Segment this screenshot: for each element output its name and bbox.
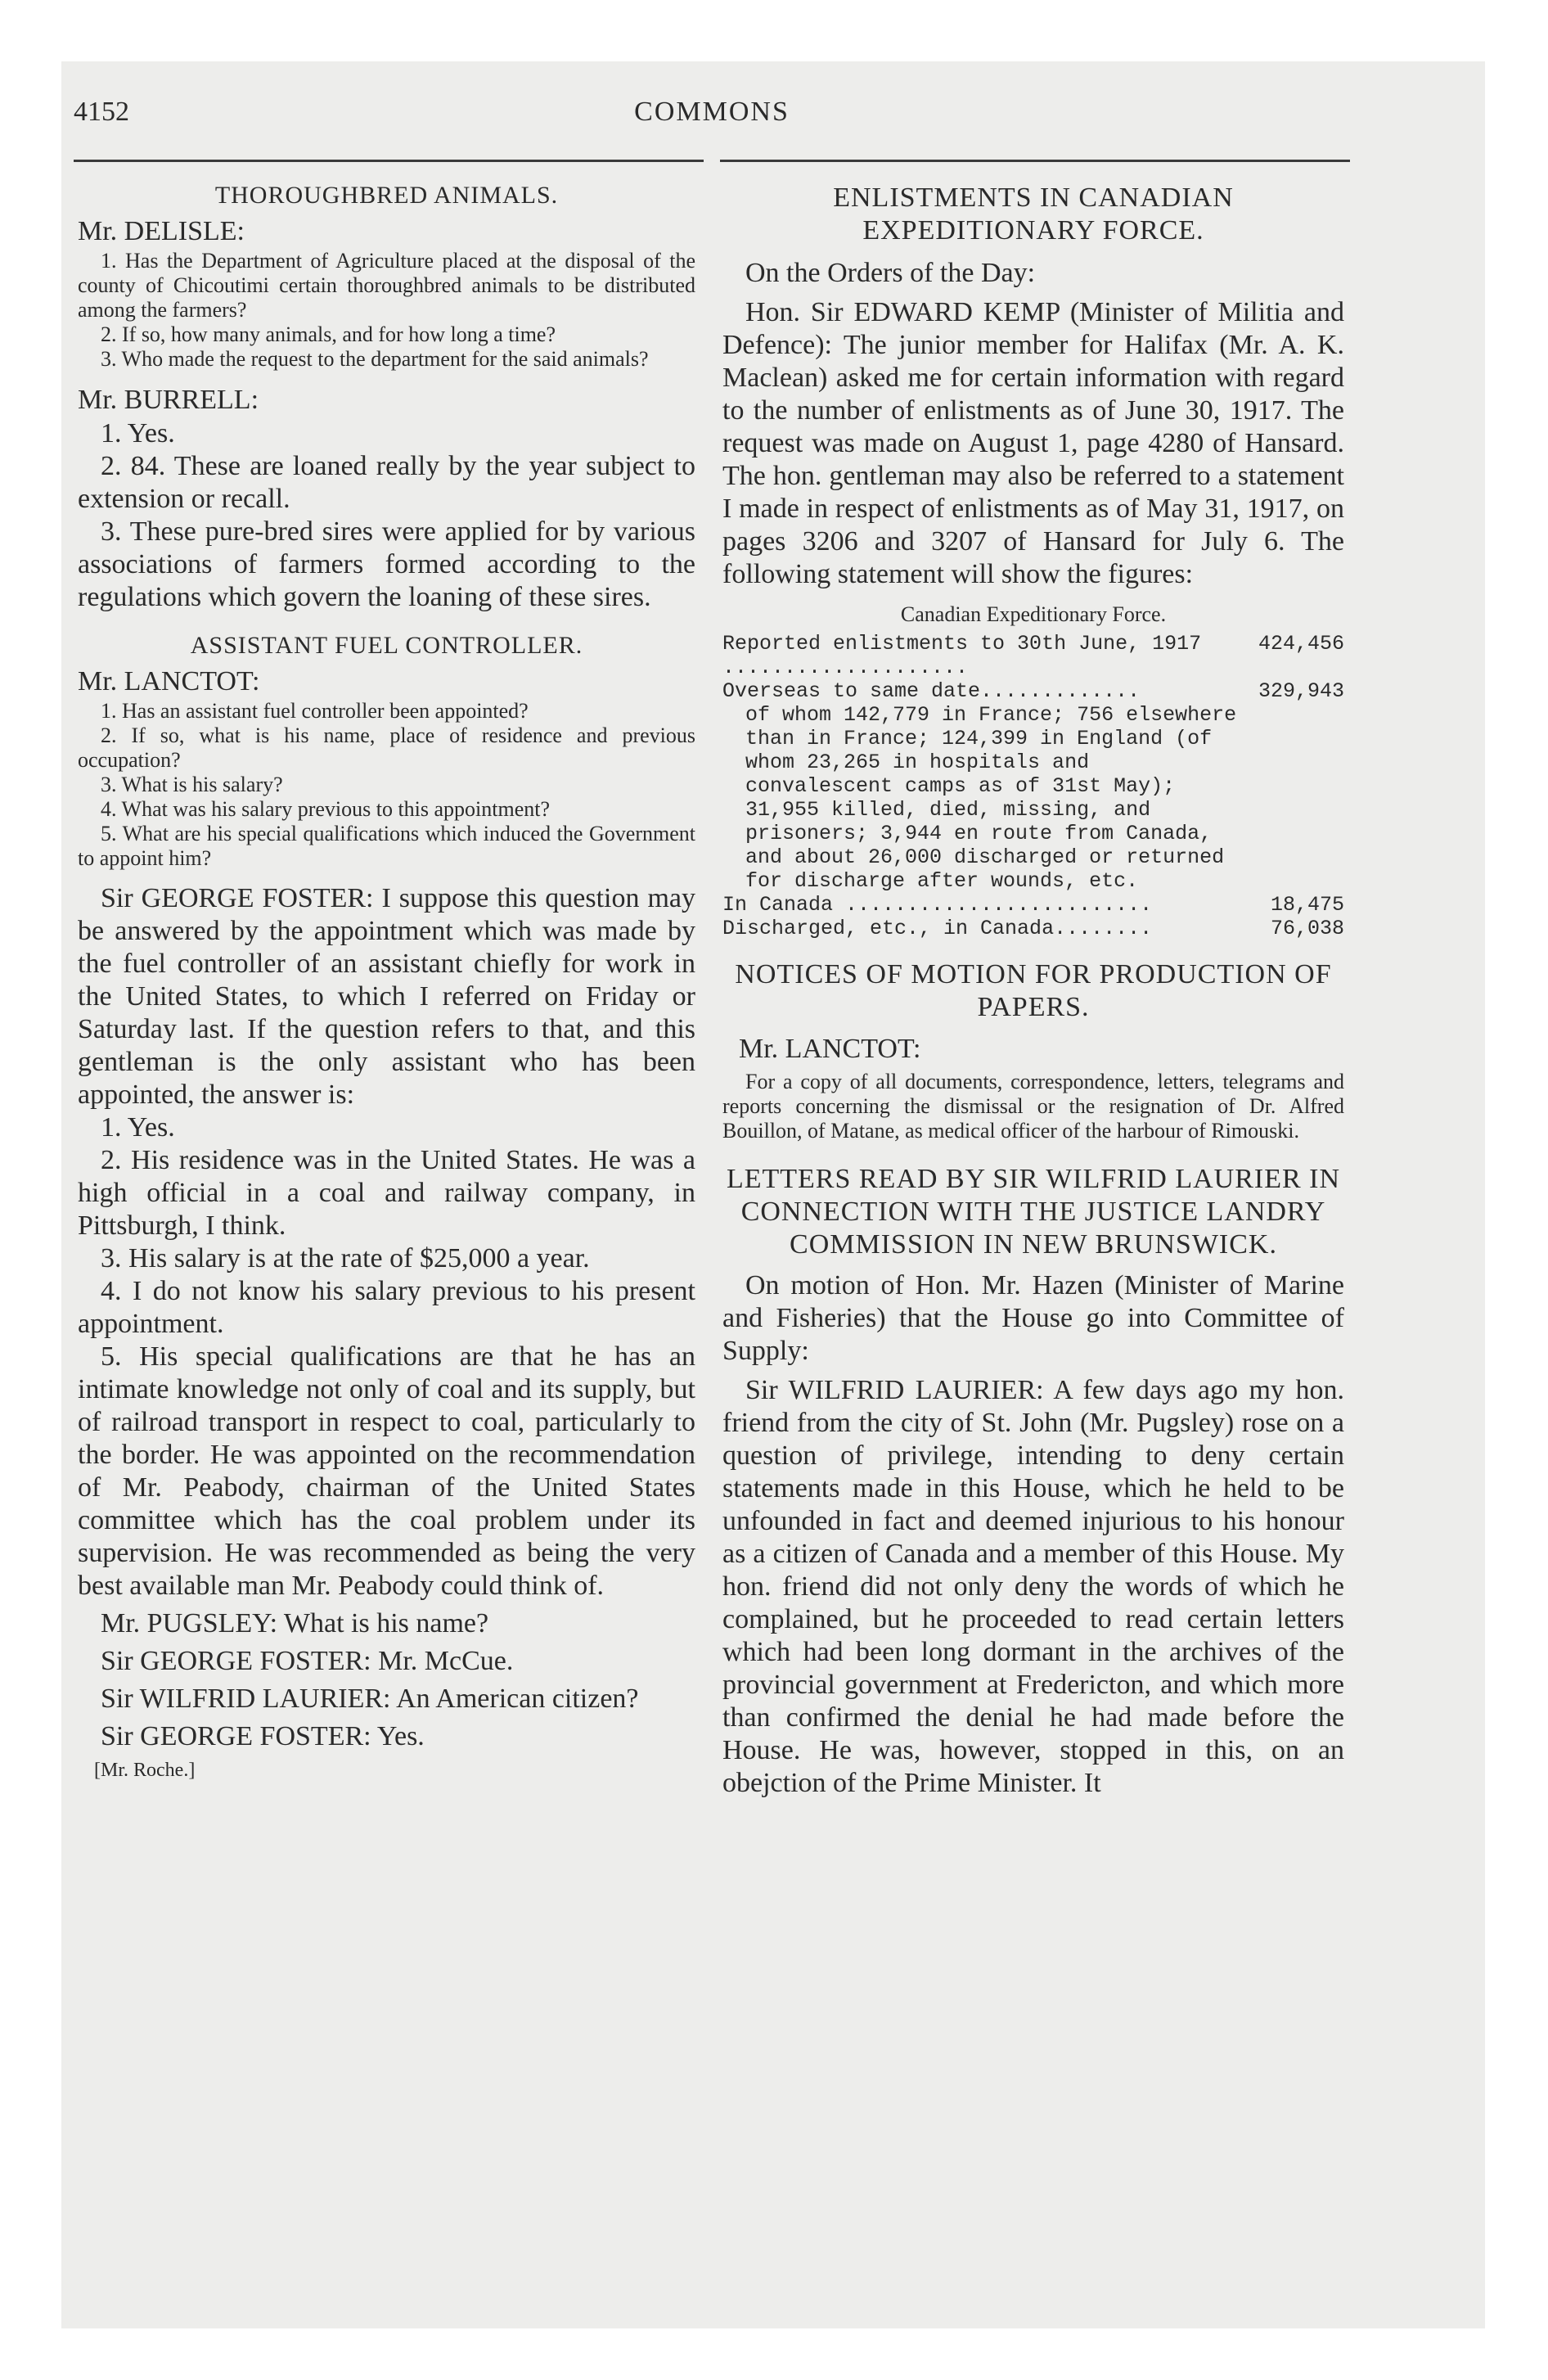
paragraph: 3. His salary is at the rate of $25,000 a year.: [101, 1243, 590, 1273]
table-row: [722, 679, 1344, 703]
question: 2. If so, what is his name, place of residence and previous occupation?: [78, 723, 695, 772]
row-label: Discharged, etc., in Canada........: [722, 917, 1153, 940]
footer-note: [Mr. Roche.]: [94, 1760, 196, 1781]
header-rule-right: [720, 160, 1350, 162]
table-row: [722, 632, 1344, 679]
paragraph: 1. Yes.: [101, 1112, 175, 1143]
question: 3. What is his salary?: [101, 773, 283, 796]
paragraph: Hon. Sir EDWARD KEMP (Minister of Militia and Defence): The junior member for Halifax (Mr. A. K. Maclean) asked me for certain information with regard to the number of enlistments as of June 30, 1917. The request was made on August 1, page 4280 of Hansard. The hon. gentleman may also be referred to a statement I made in respect of enlistments as of May 31, 1917, on pages 3206 and 3207 of Hansard for July 6. The following statement will show the figures:: [722, 297, 1344, 589]
row-label: Reported enlistments to 30th June, 1917 ....................: [722, 632, 1202, 679]
answer: 3. These pure-bred sires were applied for by various associations of farmers formed according to the regulations which govern the loaning of these sires.: [78, 516, 695, 612]
paragraph: Sir WILFRID LAURIER: An American citizen?: [101, 1684, 639, 1714]
paragraph: Sir GEORGE FOSTER: Yes.: [101, 1721, 425, 1751]
answer: 1. Yes.: [101, 418, 175, 449]
statistics-table: [722, 632, 1344, 940]
table-row: [722, 893, 1344, 917]
question: 1. Has the Department of Agriculture placed at the disposal of the county of Chicoutimi certain thoroughbred animals to be distributed among the farmers?: [78, 249, 695, 322]
running-head: COMMONS: [634, 97, 790, 127]
row-value: 424,456: [1258, 632, 1344, 656]
question: 4. What was his salary previous to this appointment?: [101, 797, 551, 821]
row-label: In Canada .........................: [722, 893, 1153, 917]
paragraph: On motion of Hon. Mr. Hazen (Minister of Marine and Fisheries) that the House go into Committee of Supply:: [722, 1270, 1344, 1366]
page-header: [74, 97, 1350, 146]
section-heading: ENLISTMENTS IN CANADIAN EXPEDITIONARY FORCE.: [833, 183, 1234, 246]
speaker-label: Mr. DELISLE:: [78, 216, 245, 246]
paragraph: Sir GEORGE FOSTER: Mr. McCue.: [101, 1646, 514, 1676]
speaker-label: Mr. BURRELL:: [78, 385, 259, 415]
question: 3. Who made the request to the department for the said animals?: [101, 347, 649, 371]
row-label: Overseas to same date.............: [722, 679, 1141, 703]
speaker-label: Mr. LANCTOT:: [739, 1034, 921, 1064]
section-heading: LETTERS READ BY SIR WILFRID LAURIER IN CONNECTION WITH THE JUSTICE LANDRY COMMISSION IN NEW BRUNSWICK.: [726, 1164, 1341, 1260]
table-title: Canadian Expeditionary Force.: [900, 602, 1167, 626]
left-column: [78, 182, 695, 1782]
paragraph: On the Orders of the Day:: [745, 258, 1036, 288]
right-column: [722, 182, 1344, 1800]
paragraph: Mr. PUGSLEY: What is his name?: [101, 1608, 489, 1639]
row-value: 76,038: [1270, 917, 1344, 940]
header-rule-left: [74, 160, 704, 162]
paragraph: Sir GEORGE FOSTER: I suppose this question may be answered by the appointment which was made by the fuel controller of an assistant chiefly for work in the United States, to which I referred on Friday or Saturday last. If the question refers to that, and this gentleman is the only assistant who has been appointed, the answer is:: [78, 883, 695, 1110]
question: 2. If so, how many animals, and for how long a time?: [101, 322, 556, 346]
motion-text: For a copy of all documents, correspondence, letters, telegrams and reports concerning the dismissal or the resignation of Dr. Alfred Bouillon, of Matane, as medical officer of the harbour of Rimouski.: [722, 1070, 1344, 1143]
table-note: of whom 142,779 in France; 756 elsewhere than in France; 124,399 in England (of whom 23,265 in hospitals and convalescent camps as of 31st May); 31,955 killed, died, missing, and prisoners; 3,944 en route from Canada, and about 26,000 discharged or returned for discharge after wounds, etc.: [745, 703, 1237, 893]
paragraph: 4. I do not know his salary previous to his present appointment.: [78, 1276, 695, 1339]
paragraph: 2. His residence was in the United States. He was a high official in a coal and railway company, in Pittsburgh, I think.: [78, 1145, 695, 1241]
row-value: 329,943: [1258, 679, 1344, 703]
paragraph: Sir WILFRID LAURIER: A few days ago my hon. friend from the city of St. John (Mr. Pugsley) rose on a question of privilege, intending to deny certain statements made in this House, which he held to be unfounded in fact and deemed injurious to his honour as a citizen of Canada and a member of this House. My hon. friend did not only deny the words of which he complained, but he proceeded to read certain letters which had been long dormant in the archives of the provincial government at Fredericton, and which more than confirmed the denial he had made before the House. He was, however, stopped in this, on an obejction of the Prime Minister. It: [722, 1375, 1344, 1798]
section-heading: NOTICES OF MOTION FOR PRODUCTION OF PAPERS.: [735, 959, 1332, 1022]
table-row: [722, 917, 1344, 940]
section-heading: ASSISTANT FUEL CONTROLLER.: [190, 632, 583, 659]
page-number: 4152: [74, 97, 129, 127]
speaker-label: Mr. LANCTOT:: [78, 666, 260, 696]
answer: 2. 84. These are loaned really by the year subject to extension or recall.: [78, 451, 695, 514]
question: 1. Has an assistant fuel controller been appointed?: [101, 699, 529, 723]
row-value: 18,475: [1270, 893, 1344, 917]
question: 5. What are his special qualifications which induced the Government to appoint him?: [78, 822, 695, 870]
section-heading: THOROUGHBRED ANIMALS.: [214, 182, 559, 209]
paragraph: 5. His special qualifications are that he has an intimate knowledge not only of coal and its supply, but of railroad transport in respect to coal, particularly to the border. He was appointed on the recommendation of Mr. Peabody, chairman of the United States committee which has the coal problem under its supervision. He was recommended as being the very best available man Mr. Peabody could think of.: [78, 1341, 695, 1601]
